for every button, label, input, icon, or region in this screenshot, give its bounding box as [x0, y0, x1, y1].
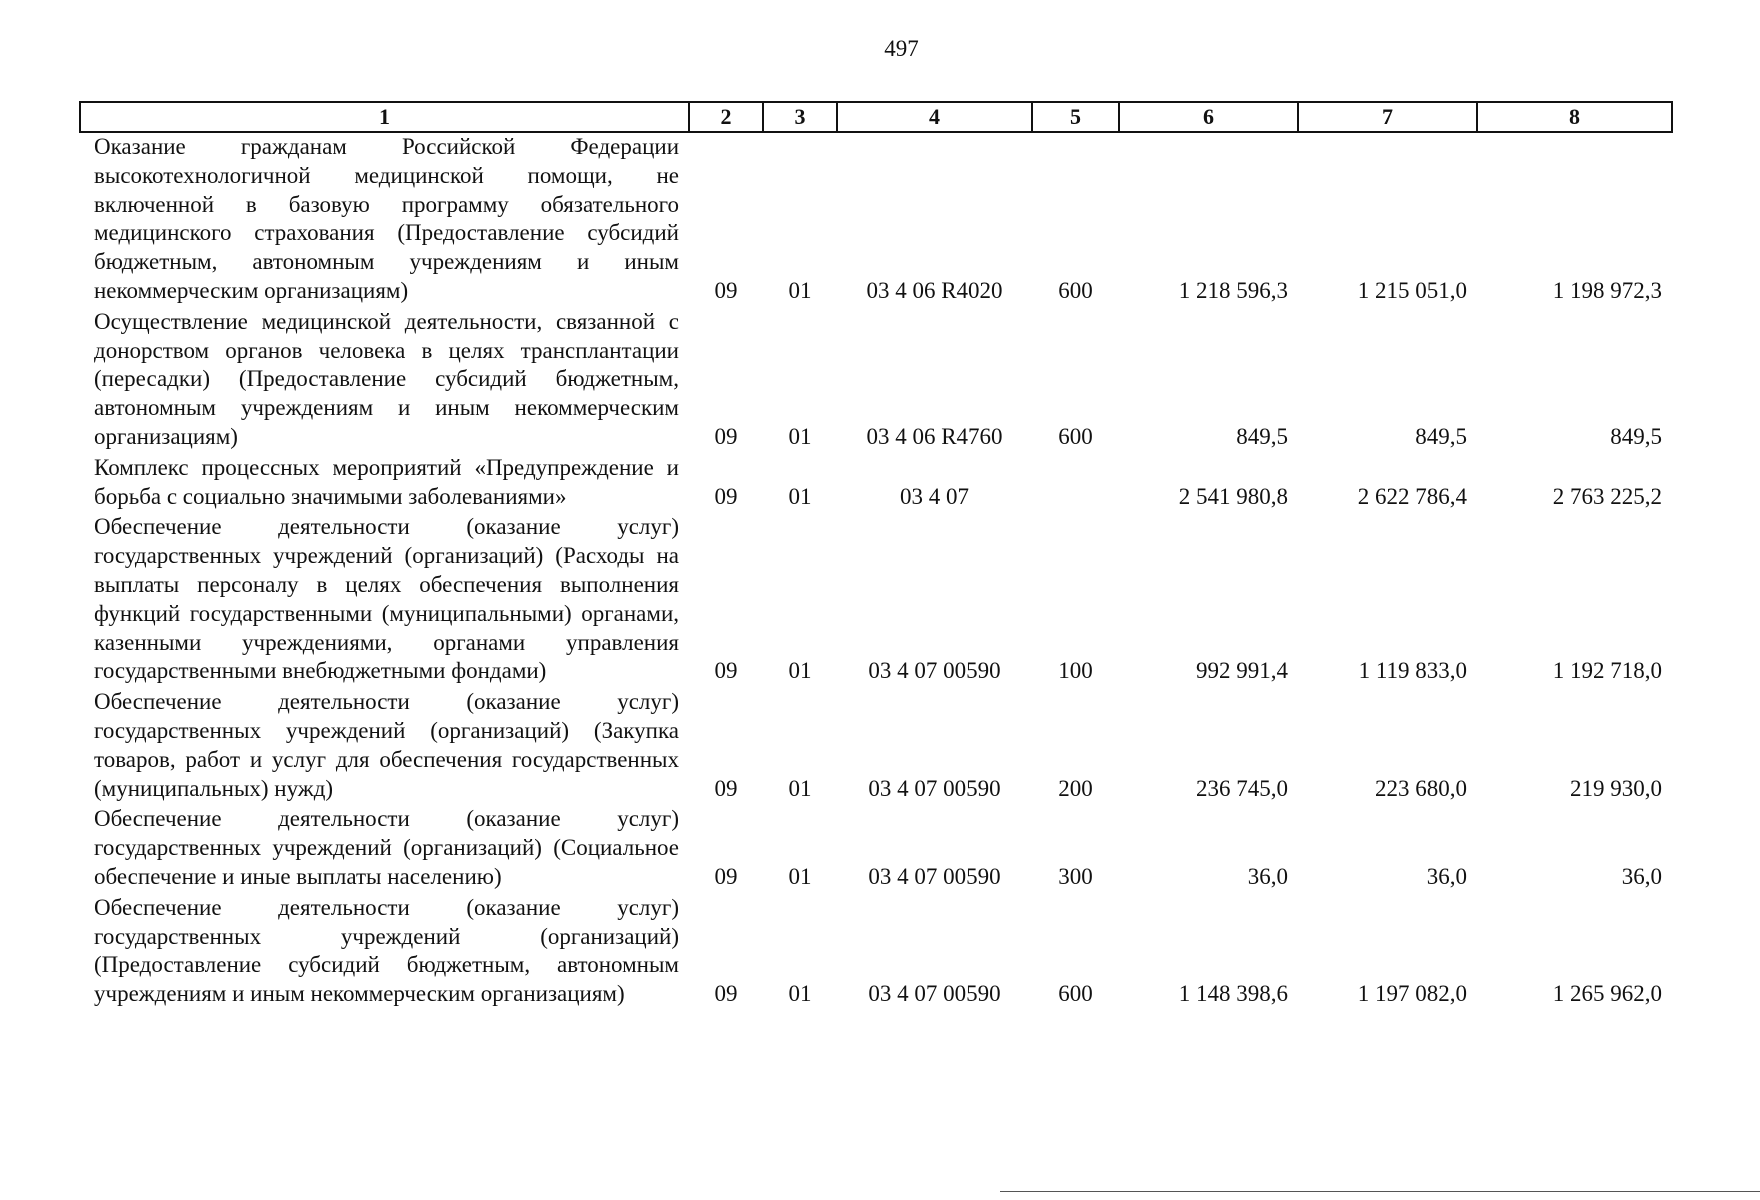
row-section: 09: [714, 423, 738, 449]
page-number: 497: [884, 36, 919, 61]
header-col-3: 3: [763, 102, 837, 132]
row-target-code: 03 4 07 00590: [868, 863, 1001, 889]
row-amount-year2: 1 197 082,0: [1357, 981, 1467, 1007]
row-target-code: 03 4 07 00590: [868, 658, 1001, 684]
row-name: Обеспечение деятельности (оказание услуг) государственных учреждений (организаций) (Социальное обеспечение и иные выплаты населению): [94, 806, 679, 889]
table-row: [80, 454, 1672, 514]
row-amount-year3: 1 192 718,0: [1552, 658, 1662, 684]
row-target-code: 03 4 06 R4020: [866, 277, 1003, 303]
row-amount-year2: 1 119 833,0: [1358, 658, 1467, 684]
row-subsection: 01: [788, 981, 812, 1007]
row-amount-year2: 1 215 051,0: [1357, 277, 1467, 303]
row-amount-year3: 219 930,0: [1570, 775, 1662, 801]
row-amount-year2: 2 622 786,4: [1357, 483, 1467, 509]
row-amount-year2: 223 680,0: [1375, 775, 1467, 801]
row-name: Оказание гражданам Российской Федерации высокотехнологичной медицинской помощи, не включенной в базовую программу обязательного медицинского страхования (Предоставление субсидий бюджетным, автономным учреждениям и иным некоммерческим организациям): [94, 134, 679, 303]
header-row: [80, 102, 1672, 132]
row-expense-type: 100: [1058, 658, 1093, 684]
row-amount-year1: 2 541 980,8: [1178, 483, 1288, 509]
row-expense-type: 600: [1058, 423, 1093, 449]
table-row: [80, 805, 1672, 893]
header-col-2: 2: [689, 102, 763, 132]
table-row: [80, 688, 1672, 805]
row-section: 09: [714, 483, 738, 509]
row-section: 09: [714, 981, 738, 1007]
row-expense-type: 600: [1058, 981, 1093, 1007]
row-name: Обеспечение деятельности (оказание услуг) государственных учреждений (организаций) (Предоставление субсидий бюджетным, автономным учреждениям и иным некоммерческим организациям): [94, 894, 679, 1007]
budget-table: [79, 101, 1673, 1011]
row-subsection: 01: [788, 863, 812, 889]
row-name: Комплекс процессных мероприятий «Предупреждение и борьба с социально значимыми заболеваниями»: [94, 454, 679, 509]
row-target-code: 03 4 07: [900, 483, 969, 509]
header-col-7: 7: [1298, 102, 1477, 132]
row-amount-year1: 1 218 596,3: [1178, 277, 1288, 303]
header-col-4: 4: [837, 102, 1032, 132]
bottom-rule: [1000, 1191, 1760, 1192]
row-amount-year1: 1 148 398,6: [1178, 981, 1288, 1007]
row-target-code: 03 4 07 00590: [868, 981, 1001, 1007]
header-col-8: 8: [1477, 102, 1672, 132]
row-amount-year2: 849,5: [1415, 423, 1467, 449]
row-subsection: 01: [788, 423, 812, 449]
row-section: 09: [714, 658, 738, 684]
row-expense-type: 300: [1058, 863, 1093, 889]
row-subsection: 01: [788, 658, 812, 684]
row-target-code: 03 4 06 R4760: [866, 423, 1003, 449]
row-amount-year1: 849,5: [1236, 423, 1288, 449]
row-amount-year3: 1 198 972,3: [1552, 277, 1662, 303]
row-amount-year1: 36,0: [1247, 863, 1288, 889]
row-expense-type: 600: [1058, 277, 1093, 303]
header-col-1: 1: [80, 102, 689, 132]
row-name: Обеспечение деятельности (оказание услуг) государственных учреждений (организаций) (Расходы на выплаты персоналу в целях обеспечения выполнения функций государственными (муниципальными) органами, казенными учреждениями, органами управления государственными внебюджетными фондами): [94, 514, 679, 684]
row-section: 09: [714, 775, 738, 801]
table-row: [80, 132, 1672, 308]
table-row: [80, 894, 1672, 1011]
row-section: 09: [714, 277, 738, 303]
row-subsection: 01: [788, 775, 812, 801]
table-row: [80, 308, 1672, 454]
row-amount-year1: 992 991,4: [1196, 658, 1288, 684]
table-row: [80, 513, 1672, 688]
row-subsection: 01: [788, 277, 812, 303]
row-amount-year3: 1 265 962,0: [1552, 981, 1662, 1007]
row-amount-year3: 849,5: [1610, 423, 1662, 449]
header-col-6: 6: [1119, 102, 1298, 132]
row-name: Осуществление медицинской деятельности, связанной с донорством органов человека в целях трансплантации (пересадки) (Предоставление субсидий бюджетным, автономным учреждениям и иным некоммерческим организациям): [94, 308, 679, 449]
row-amount-year2: 36,0: [1426, 863, 1467, 889]
row-target-code: 03 4 07 00590: [868, 775, 1001, 801]
row-expense-type: [1032, 454, 1119, 514]
row-amount-year3: 2 763 225,2: [1552, 483, 1662, 509]
row-amount-year1: 236 745,0: [1196, 775, 1288, 801]
row-section: 09: [714, 863, 738, 889]
row-name: Обеспечение деятельности (оказание услуг) государственных учреждений (организаций) (Закупка товаров, работ и услуг для обеспечения государственных (муниципальных) нужд): [94, 689, 679, 801]
header-col-5: 5: [1032, 102, 1119, 132]
row-subsection: 01: [788, 483, 812, 509]
row-expense-type: 200: [1058, 775, 1093, 801]
row-amount-year3: 36,0: [1621, 863, 1662, 889]
